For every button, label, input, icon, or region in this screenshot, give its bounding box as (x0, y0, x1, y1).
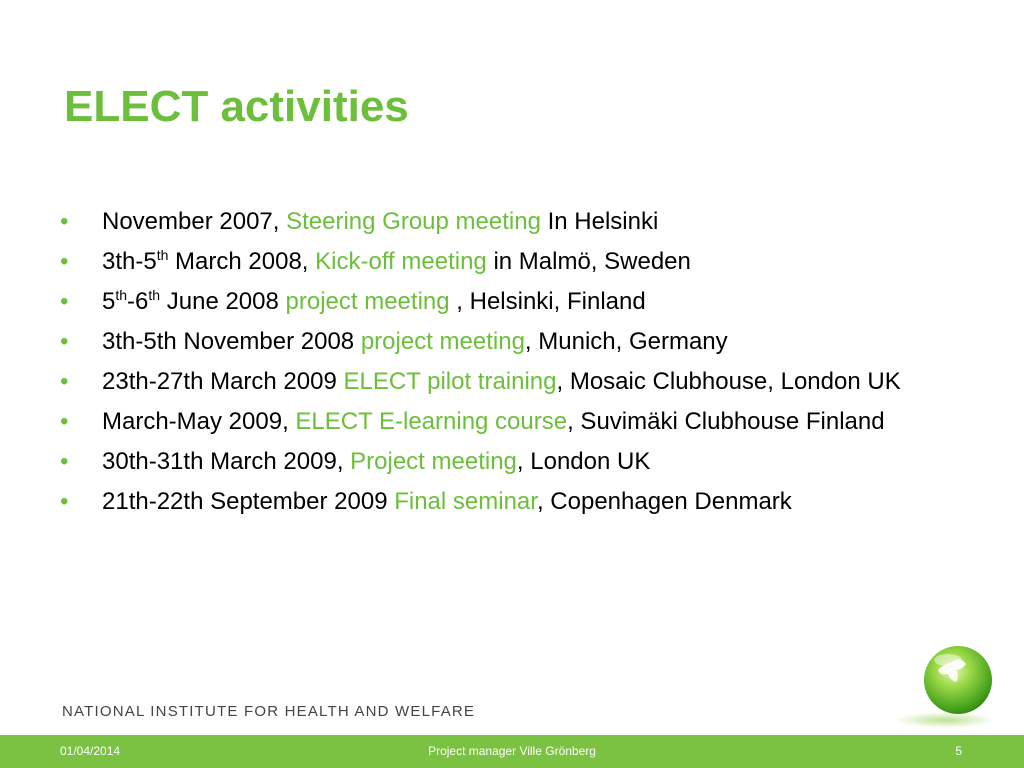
bullet-icon: • (60, 248, 69, 275)
bullet-icon: • (60, 408, 69, 435)
bullet-icon: • (60, 368, 69, 395)
footer-presenter: Project manager Ville Grönberg (428, 744, 596, 758)
bullet-icon: • (60, 328, 69, 355)
organization-name: NATIONAL INSTITUTE FOR HEALTH AND WELFARE (62, 703, 476, 720)
list-item: • November 2007, Steering Group meeting In Helsinki (60, 208, 659, 235)
list-item: • 5th-6th June 2008 project meeting , Helsinki, Finland (60, 287, 646, 315)
slide-title: ELECT activities (64, 82, 409, 131)
page-number: 5 (955, 744, 962, 758)
meeting-type: Project meeting (350, 448, 517, 475)
list-item: • 3th-5th March 2008, Kick-off meeting in Malmö, Sweden (60, 247, 691, 275)
meeting-type: Final seminar (394, 488, 537, 515)
meeting-type: Kick-off meeting (315, 248, 487, 275)
footer-bar (0, 735, 1024, 768)
bullet-icon: • (60, 488, 69, 515)
bullet-icon: • (60, 448, 69, 475)
list-item: • 23th-27th March 2009 ELECT pilot training, Mosaic Clubhouse, London UK (60, 368, 901, 395)
bullet-icon: • (60, 288, 69, 315)
list-item: • March-May 2009, ELECT E-learning course, Suvimäki Clubhouse Finland (60, 408, 885, 435)
green-globe-icon (890, 640, 1000, 730)
meeting-type: project meeting (285, 288, 450, 315)
list-item: • 21th-22th September 2009 Final seminar, Copenhagen Denmark (60, 488, 792, 515)
activity-list (60, 207, 960, 527)
meeting-type: project meeting (360, 328, 525, 355)
list-item: • 3th-5th November 2008 project meeting, Munich, Germany (60, 328, 728, 355)
list-item: • 30th-31th March 2009, Project meeting, London UK (60, 448, 651, 475)
meeting-type: ELECT E-learning course (295, 408, 568, 435)
bullet-icon: • (60, 208, 69, 235)
meeting-type: Steering Group meeting (286, 208, 541, 235)
footer-date: 01/04/2014 (60, 744, 121, 758)
meeting-type: ELECT pilot training (343, 368, 557, 395)
